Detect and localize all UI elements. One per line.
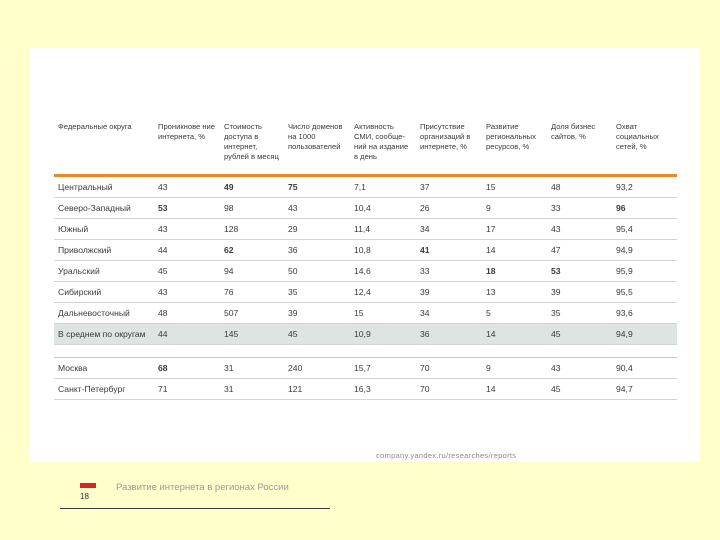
table-cell: 29 xyxy=(284,219,350,240)
table-cell: 95,9 xyxy=(612,261,677,282)
table-cell: 94,7 xyxy=(612,379,677,400)
header-cell: Присутствие организаций в интернете, % xyxy=(420,122,471,151)
table-cell: 128 xyxy=(220,219,284,240)
table-cell: 11,4 xyxy=(350,219,416,240)
region-name: Северо-Западный xyxy=(54,198,154,219)
city-name: Москва xyxy=(54,358,154,379)
table-cell: 36 xyxy=(284,240,350,261)
table-cell: 16,3 xyxy=(350,379,416,400)
table-cell: 94 xyxy=(220,261,284,282)
table-cell: 41 xyxy=(416,240,482,261)
table-cell: 70 xyxy=(416,379,482,400)
table-cell: 35 xyxy=(547,303,612,324)
table-cell: 93,2 xyxy=(612,176,677,198)
red-accent-bar xyxy=(80,483,96,488)
city-name: Санкт-Петербург xyxy=(54,379,154,400)
table-cell: 43 xyxy=(284,198,350,219)
table-cell: 39 xyxy=(547,282,612,303)
header-cell: Стоимость доступа в интернет, рублей в месяц xyxy=(224,122,279,161)
region-name: Уральский xyxy=(54,261,154,282)
table-cell: 47 xyxy=(547,240,612,261)
table-cell: 53 xyxy=(547,261,612,282)
table-cell: 14 xyxy=(482,379,547,400)
header-cell: Охват социальных сетей, % xyxy=(616,122,659,151)
table-cell: 240 xyxy=(284,358,350,379)
table-cell: 45 xyxy=(547,324,612,345)
table-cell: 9 xyxy=(482,198,547,219)
table-cell: 49 xyxy=(220,176,284,198)
page-number: 18 xyxy=(80,492,89,501)
table-cell: 48 xyxy=(547,176,612,198)
header-cell: Активность СМИ, сообще- ний на издание в день xyxy=(354,122,409,161)
table-cell: 9 xyxy=(482,358,547,379)
table-cell: 18 xyxy=(482,261,547,282)
table-cell: 43 xyxy=(547,358,612,379)
table-cell: 71 xyxy=(154,379,220,400)
table-cell: 45 xyxy=(547,379,612,400)
table-cell: 5 xyxy=(482,303,547,324)
table-row xyxy=(54,198,677,219)
table-cell: 13 xyxy=(482,282,547,303)
table-row xyxy=(54,358,677,379)
table-cell: 34 xyxy=(416,303,482,324)
table-cell: 15,7 xyxy=(350,358,416,379)
table-cell: 43 xyxy=(154,219,220,240)
table-cell: 75 xyxy=(284,176,350,198)
footer-title: Развитие интернета в регионах России xyxy=(116,482,289,493)
table-cell: 7,1 xyxy=(350,176,416,198)
table-cell: 39 xyxy=(284,303,350,324)
header-cell: Доля бизнес сайтов, % xyxy=(551,122,596,141)
table-header-row xyxy=(54,118,677,176)
table-cell: 35 xyxy=(284,282,350,303)
table-cell: 93,6 xyxy=(612,303,677,324)
table-cell: 15 xyxy=(350,303,416,324)
table-cell: 12,4 xyxy=(350,282,416,303)
table-cell: 43 xyxy=(154,282,220,303)
table-cell: 48 xyxy=(154,303,220,324)
regional-internet-table xyxy=(54,118,677,400)
table-row xyxy=(54,282,677,303)
table-cell: 45 xyxy=(284,324,350,345)
table-cell: 31 xyxy=(220,358,284,379)
table-row xyxy=(54,303,677,324)
average-row xyxy=(54,324,677,345)
source-link[interactable]: company.yandex.ru/researches/reports xyxy=(376,451,517,460)
header-cell: Федеральные округа xyxy=(58,122,132,131)
table-cell: 34 xyxy=(416,219,482,240)
table-cell: 95,4 xyxy=(612,219,677,240)
table-cell: 90,4 xyxy=(612,358,677,379)
table-cell: 17 xyxy=(482,219,547,240)
table-cell: 10,9 xyxy=(350,324,416,345)
table-cell: 98 xyxy=(220,198,284,219)
table-cell: 14,6 xyxy=(350,261,416,282)
table-cell: 121 xyxy=(284,379,350,400)
table-cell: 36 xyxy=(416,324,482,345)
region-name: Центральный xyxy=(54,176,154,198)
spacer-cell xyxy=(54,345,677,358)
table-cell: 94,9 xyxy=(612,324,677,345)
table-cell: 45 xyxy=(154,261,220,282)
table-cell: 33 xyxy=(416,261,482,282)
table-cell: 43 xyxy=(547,219,612,240)
footer-divider xyxy=(60,508,330,509)
table-cell: 39 xyxy=(416,282,482,303)
table-cell: 94,9 xyxy=(612,240,677,261)
table-row xyxy=(54,219,677,240)
table-cell: 68 xyxy=(154,358,220,379)
table-cell: 95,5 xyxy=(612,282,677,303)
table-cell: 43 xyxy=(154,176,220,198)
table-cell: 44 xyxy=(154,240,220,261)
table-spacer xyxy=(54,345,677,358)
table-row xyxy=(54,261,677,282)
header-cell: Проникнове ние интернета, % xyxy=(158,122,216,141)
table-cell: 145 xyxy=(220,324,284,345)
table-row xyxy=(54,240,677,261)
region-name: Южный xyxy=(54,219,154,240)
table-cell: 10,4 xyxy=(350,198,416,219)
header-cell: Развитие региональных ресурсов, % xyxy=(486,122,536,151)
table-cell: 26 xyxy=(416,198,482,219)
table-cell: 50 xyxy=(284,261,350,282)
table-row xyxy=(54,379,677,400)
table-row xyxy=(54,176,677,198)
region-name: Дальневосточный xyxy=(54,303,154,324)
table-cell: 15 xyxy=(482,176,547,198)
table-cell: 37 xyxy=(416,176,482,198)
table-cell: 14 xyxy=(482,324,547,345)
table-cell: 31 xyxy=(220,379,284,400)
table-cell: 507 xyxy=(220,303,284,324)
table-cell: 33 xyxy=(547,198,612,219)
slide-footer xyxy=(60,478,330,510)
region-name: Сибирский xyxy=(54,282,154,303)
table-cell: 53 xyxy=(154,198,220,219)
table-cell: 44 xyxy=(154,324,220,345)
table-cell: 76 xyxy=(220,282,284,303)
table-cell: 96 xyxy=(612,198,677,219)
region-name: Приволжский xyxy=(54,240,154,261)
slide-content xyxy=(30,48,700,462)
table-cell: 62 xyxy=(220,240,284,261)
table-cell: 10,8 xyxy=(350,240,416,261)
average-label: В среднем по округам xyxy=(54,324,154,345)
header-cell: Число доменов на 1000 пользователей xyxy=(288,122,343,151)
table-cell: 14 xyxy=(482,240,547,261)
table-cell: 70 xyxy=(416,358,482,379)
